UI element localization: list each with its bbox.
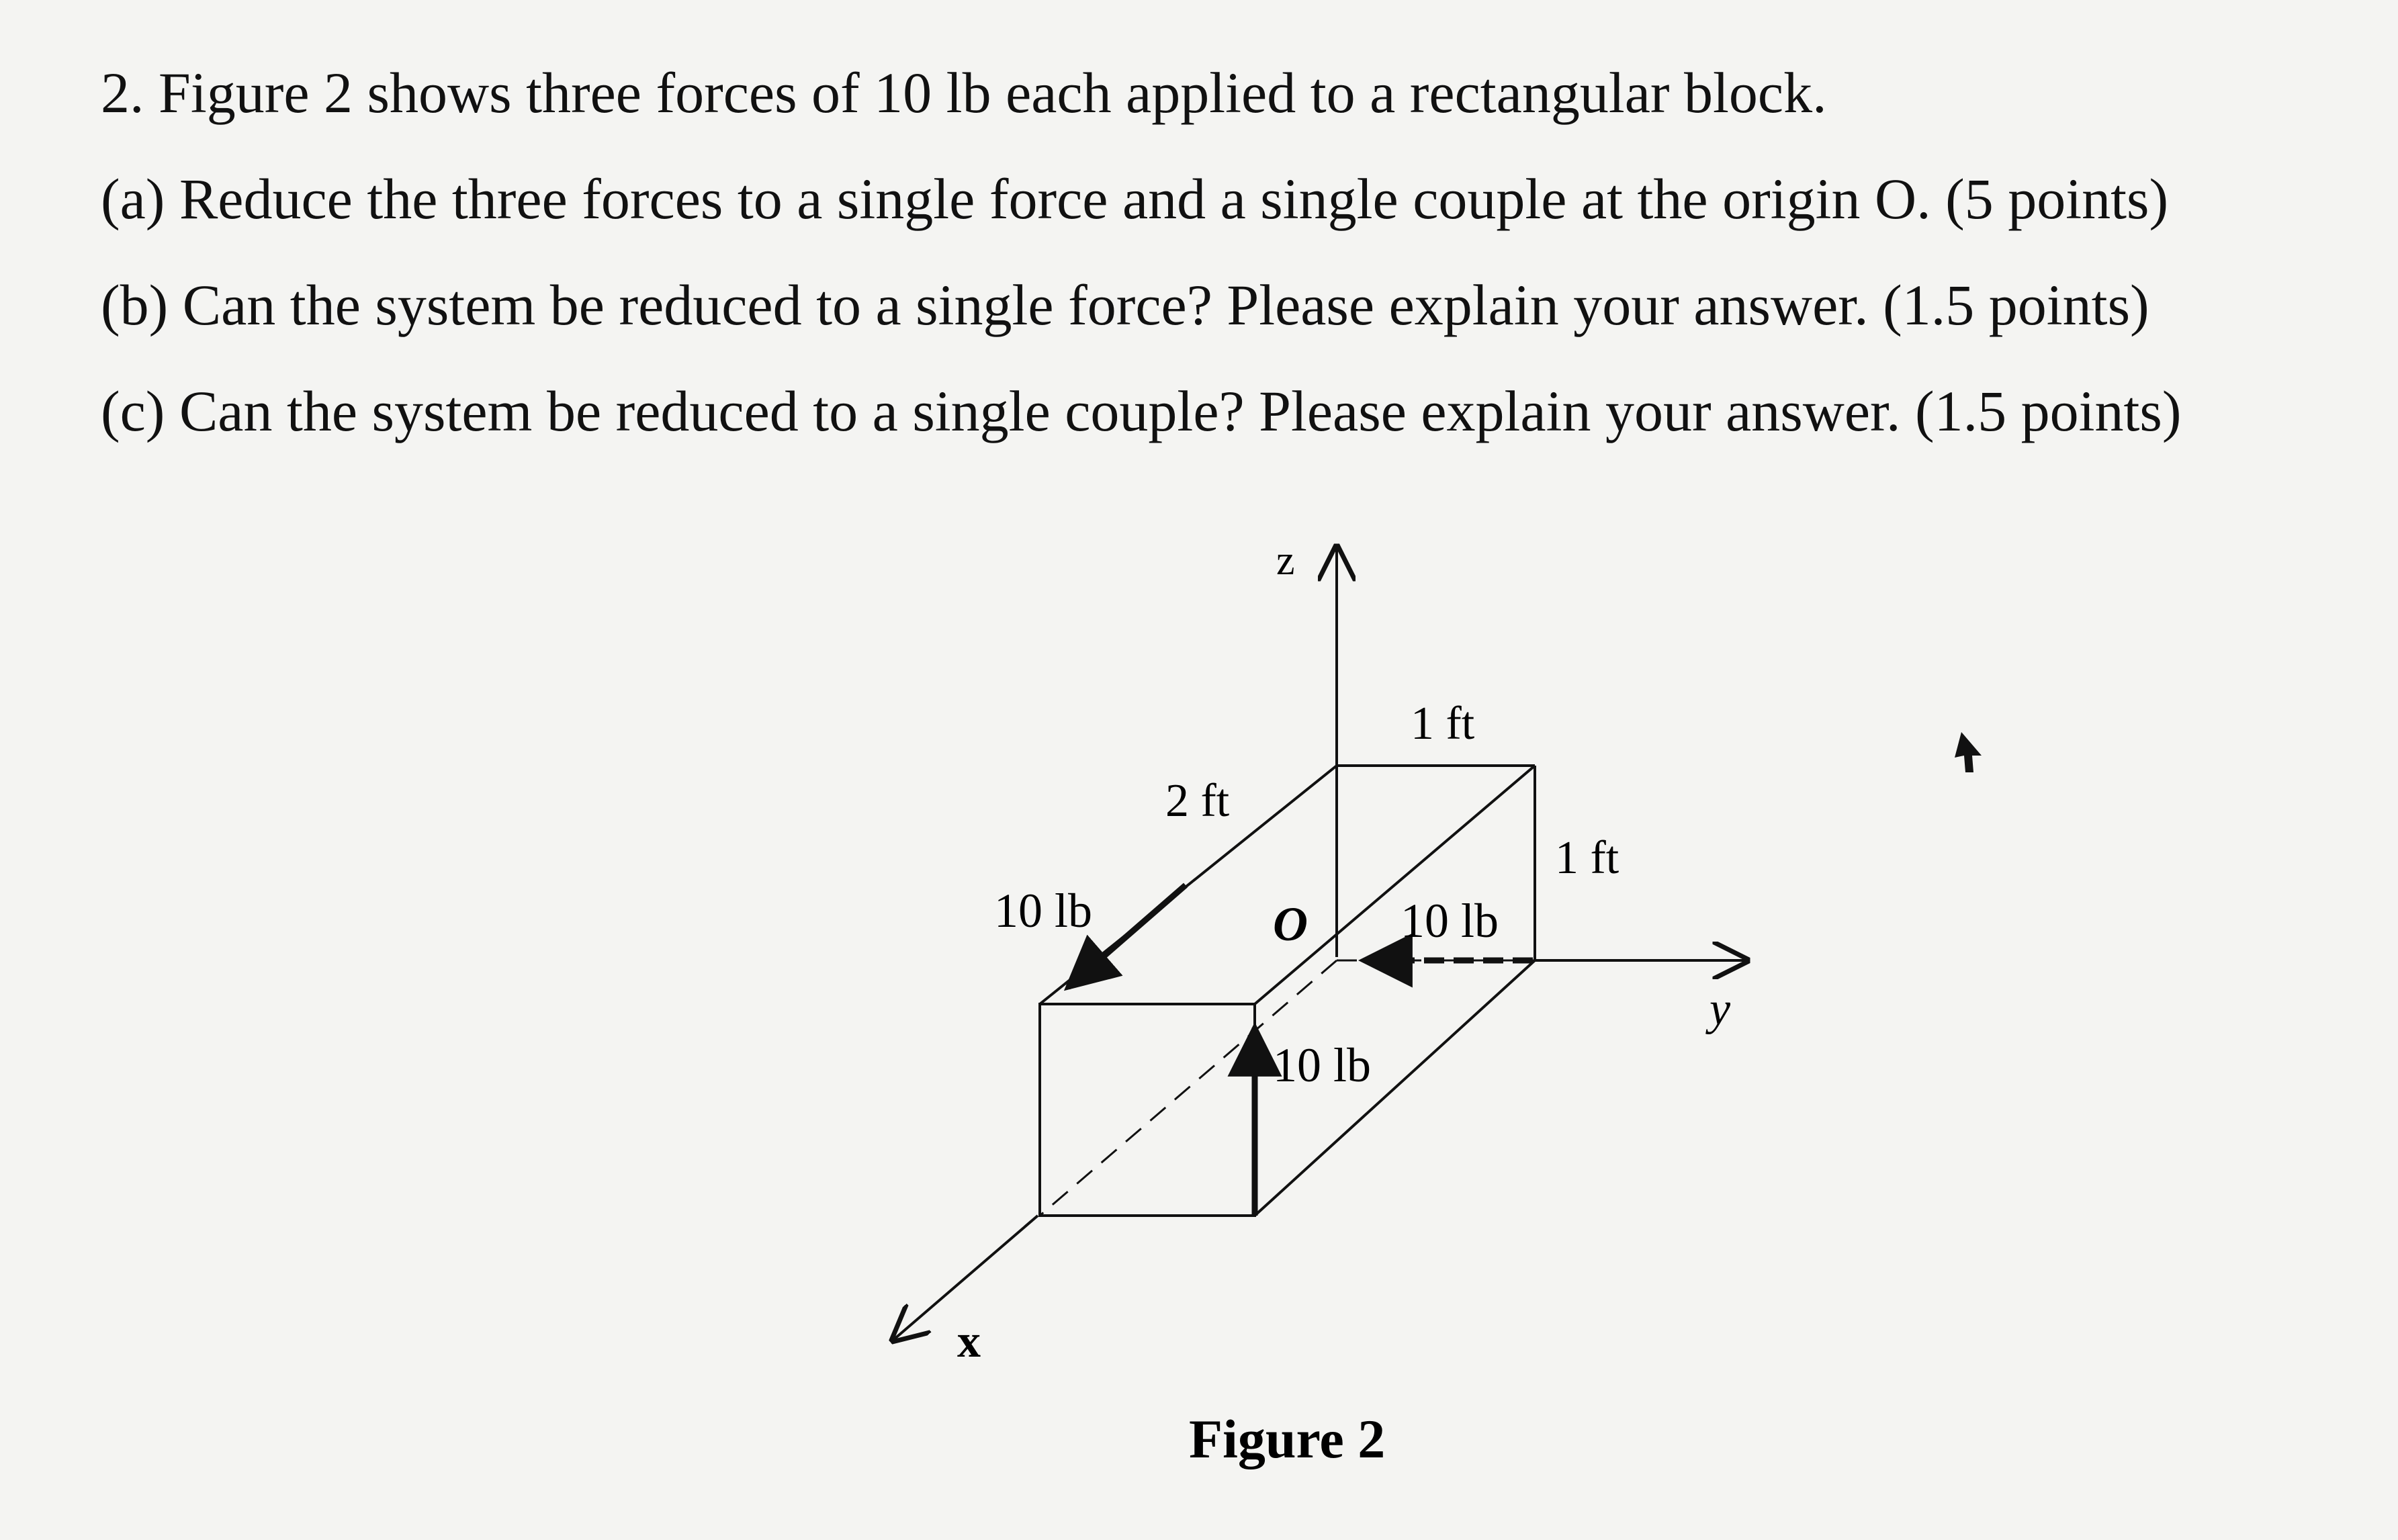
rectangular-block (1040, 766, 1535, 1216)
dim-right-height: 1 ft (1555, 832, 1619, 884)
force-right-label: 10 lb (1401, 894, 1499, 948)
part-b: (b) Can the system be reduced to a single force? Please explain your answer. (1.5 points) (101, 273, 2149, 337)
x-axis-label: x (957, 1316, 981, 1367)
cursor-icon (1955, 732, 1982, 772)
figure-caption: Figure 2 (1189, 1408, 1386, 1469)
y-axis-label: y (1709, 983, 1731, 1035)
hidden-edges (1040, 786, 1535, 1216)
part-c: (c) Can the system be reduced to a single couple? Please explain your answer. (1.5 points) (101, 379, 2182, 443)
force-front-label: 10 lb (1273, 1038, 1372, 1092)
z-axis-label: z (1276, 538, 1295, 584)
problem-intro: 2. Figure 2 shows three forces of 10 lb each applied to a rectangular block. (101, 60, 1827, 125)
dim-top-width: 1 ft (1411, 698, 1475, 750)
dim-top-length: 2 ft (1165, 775, 1230, 827)
origin-label: O (1273, 897, 1308, 951)
force-left-label: 10 lb (994, 884, 1093, 938)
part-a: (a) Reduce the three forces to a single force and a single couple at the origin O. (5 points) (101, 167, 2169, 231)
